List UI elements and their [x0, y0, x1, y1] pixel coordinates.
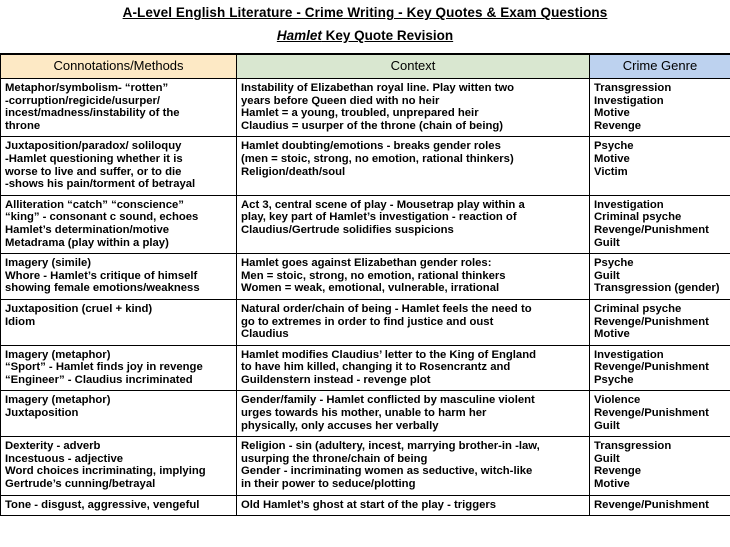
table-cell-genre	[590, 79, 730, 137]
cell-line: incest/madness/instability of the	[5, 107, 180, 120]
table-cell-connotations	[1, 391, 237, 437]
table-cell-connotations	[1, 437, 237, 495]
table-cell-context	[237, 391, 590, 437]
cell-line: Dexterity - adverb	[5, 440, 101, 453]
cell-line: Revenge/Punishment	[594, 407, 709, 420]
cell-line: Religion/death/soul	[241, 165, 346, 178]
cell-line: Tone - disgust, aggressive, vengeful	[5, 498, 200, 511]
table-cell-genre	[590, 137, 730, 195]
cell-line: Claudius = usurper of the throne (chain of being)	[241, 119, 504, 132]
cell-line: Psyche	[594, 373, 634, 386]
cell-line: Gender - incriminating women as seductive, witch-like	[241, 465, 533, 478]
table-cell-connotations	[1, 495, 237, 516]
table-row	[1, 391, 730, 437]
subtitle-rest: Key Quote Revision	[321, 28, 454, 43]
table-body	[1, 79, 730, 516]
cell-line: Guilt	[594, 269, 620, 282]
cell-line: Guildenstern instead - revenge plot	[241, 373, 431, 386]
table-cell-genre	[590, 391, 730, 437]
cell-line: Instability of Elizabethan royal line. Play witten two	[241, 82, 515, 94]
cell-line: Hamlet = a young, troubled, unprepared heir	[241, 107, 479, 120]
table-cell-connotations	[1, 299, 237, 345]
table-cell-context	[237, 137, 590, 195]
table-cell-context	[237, 254, 590, 300]
table-header	[1, 54, 730, 79]
cell-line: Old Hamlet’s ghost at start of the play - triggers	[241, 498, 497, 511]
cell-line: Hamlet modifies Claudius’ letter to the King of England	[241, 348, 536, 361]
cell-line: Revenge	[594, 119, 642, 132]
page-subtitle	[0, 27, 730, 45]
cell-line: Juxtaposition/paradox/ soliloquy	[5, 140, 182, 153]
cell-line: “king” - consonant c sound, echoes	[5, 211, 199, 224]
cell-line: Guilt	[594, 452, 620, 465]
cell-line: Alliteration “catch” “conscience”	[5, 198, 184, 211]
table-cell-context	[237, 195, 590, 253]
table-row	[1, 437, 730, 495]
cell-line: urges towards his mother, unable to harm her	[241, 407, 487, 420]
cell-line: Revenge/Punishment	[594, 223, 709, 236]
cell-line: Motive	[594, 107, 630, 120]
cell-line: Whore - Hamlet’s critique of himself	[5, 269, 198, 282]
cell-line: Investigation	[594, 348, 664, 361]
cell-line: in their power to seduce/plotting	[241, 478, 416, 491]
cell-line: throne	[5, 119, 41, 132]
table-cell-genre	[590, 345, 730, 391]
table-cell-connotations	[1, 195, 237, 253]
cell-line: go to extremes in order to find justice and oust	[241, 315, 494, 328]
column-header-connotations: Connotations/Methods	[1, 54, 237, 79]
cell-line: showing female emotions/weakness	[5, 282, 200, 295]
page-title: A-Level English Literature - Crime Writing - Key Quotes & Exam Questions	[122, 5, 608, 20]
table-cell-connotations	[1, 345, 237, 391]
table-cell-context	[237, 299, 590, 345]
cell-line: usurping the throne/chain of being	[241, 452, 428, 465]
cell-line: Investigation	[594, 198, 664, 211]
table-cell-genre	[590, 299, 730, 345]
table-cell-genre	[590, 495, 730, 516]
cell-line: Gertrude’s cunning/betrayal	[5, 478, 156, 491]
cell-line: Guilt	[594, 419, 620, 432]
table-cell-genre	[590, 254, 730, 300]
cell-line: Motive	[594, 152, 630, 165]
cell-line: Revenge	[594, 465, 642, 478]
cell-line: Imagery (metaphor)	[5, 348, 111, 361]
table-row	[1, 495, 730, 516]
cell-line: Hamlet goes against Elizabethan gender roles:	[241, 257, 492, 270]
document-titles	[0, 0, 730, 45]
table-cell-connotations	[1, 137, 237, 195]
column-header-crime-genre: Crime Genre	[590, 54, 730, 79]
cell-line: “Sport” - Hamlet finds joy in revenge	[5, 361, 203, 374]
cell-line: Guilt	[594, 236, 620, 249]
table-row	[1, 137, 730, 195]
cell-line: Idiom	[5, 315, 36, 328]
cell-line: (men = stoic, strong, no emotion, rational thinkers)	[241, 152, 514, 165]
cell-line: “Engineer” - Claudius incriminated	[5, 373, 193, 386]
cell-line: Hamlet’s determination/motive	[5, 223, 170, 236]
table-cell-context	[237, 437, 590, 495]
cell-line: -shows his pain/torment of betrayal	[5, 178, 196, 191]
cell-line: to have him killed, changing it to Rosencrantz and	[241, 361, 511, 374]
cell-line: Incestuous - adjective	[5, 452, 124, 465]
cell-line: Revenge/Punishment	[594, 361, 709, 374]
table-row	[1, 79, 730, 137]
cell-line: Women = weak, emotional, vulnerable, irrational	[241, 282, 500, 295]
cell-line: Criminal psyche	[594, 211, 682, 224]
cell-line: Hamlet doubting/emotions - breaks gender roles	[241, 140, 501, 153]
cell-line: -corruption/regicide/usurper/	[5, 94, 161, 107]
cell-line: Psyche	[594, 257, 634, 270]
cell-line: Metaphor/symbolism- “rotten”	[5, 82, 169, 94]
table-header-row	[1, 54, 730, 79]
cell-line: Act 3, central scene of play - Mousetrap play within a	[241, 198, 525, 211]
cell-line: Men = stoic, strong, no emotion, rational thinkers	[241, 269, 506, 282]
cell-line: play, key part of Hamlet’s investigation - reaction of	[241, 211, 517, 224]
cell-line: Juxtaposition (cruel + kind)	[5, 302, 153, 315]
cell-line: Claudius/Gertrude solidifies suspicions	[241, 223, 454, 236]
table-row	[1, 299, 730, 345]
table-cell-genre	[590, 195, 730, 253]
table-row	[1, 254, 730, 300]
cell-line: worse to live and suffer, or to die	[5, 165, 182, 178]
cell-line: Natural order/chain of being - Hamlet feels the need to	[241, 302, 532, 315]
cell-line: physically, only accuses her verbally	[241, 419, 439, 432]
table-cell-context	[237, 79, 590, 137]
cell-line: Juxtaposition	[5, 407, 79, 420]
cell-line: Religion - sin (adultery, incest, marrying brother-in -law,	[241, 440, 540, 453]
cell-line: Imagery (metaphor)	[5, 394, 111, 407]
column-header-context: Context	[237, 54, 590, 79]
cell-line: -Hamlet questioning whether it is	[5, 152, 183, 165]
key-quote-table	[0, 53, 730, 516]
cell-line: Psyche	[594, 140, 634, 153]
table-row	[1, 345, 730, 391]
table-cell-connotations	[1, 254, 237, 300]
cell-line: Gender/family - Hamlet conflicted by masculine violent	[241, 394, 535, 407]
table-cell-connotations	[1, 79, 237, 137]
cell-line: Motive	[594, 328, 630, 341]
table-cell-context	[237, 495, 590, 516]
cell-line: Transgression	[594, 440, 672, 453]
cell-line: Transgression (gender)	[594, 282, 720, 295]
cell-line: Imagery (simile)	[5, 257, 92, 270]
cell-line: Criminal psyche	[594, 302, 682, 315]
table-cell-genre	[590, 437, 730, 495]
cell-line: Word choices incriminating, implying	[5, 465, 206, 478]
table-cell-context	[237, 345, 590, 391]
cell-line: Victim	[594, 165, 628, 178]
cell-line: Investigation	[594, 94, 664, 107]
cell-line: years before Queen died with no heir	[241, 94, 440, 107]
cell-line: Violence	[594, 394, 641, 407]
cell-line: Claudius	[241, 328, 289, 341]
cell-line: Metadrama (play within a play)	[5, 236, 169, 249]
cell-line: Motive	[594, 478, 630, 491]
subtitle-work-name: Hamlet	[276, 28, 322, 43]
cell-line: Revenge/Punishment	[594, 315, 709, 328]
cell-line: Revenge/Punishment	[594, 498, 709, 511]
table-row	[1, 195, 730, 253]
cell-line: Transgression	[594, 82, 672, 94]
